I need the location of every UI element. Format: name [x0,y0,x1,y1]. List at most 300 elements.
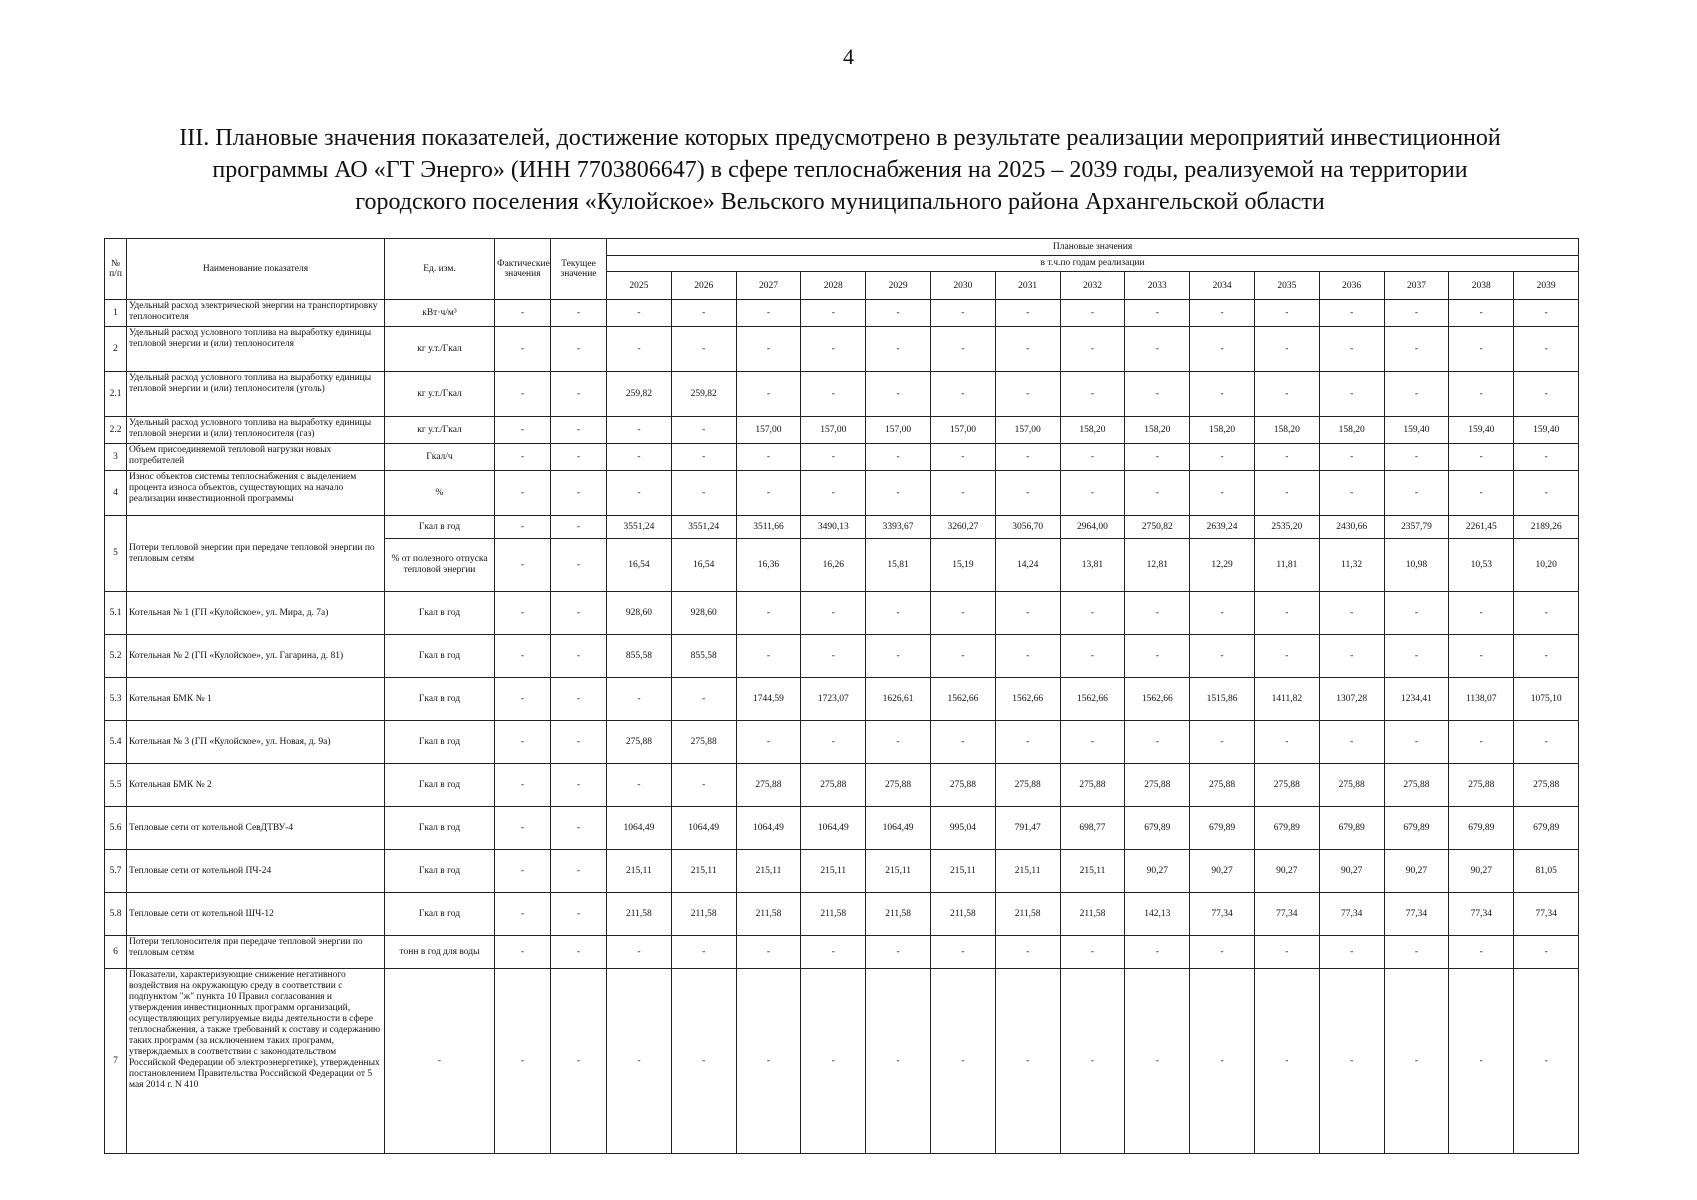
year-value: - [1125,444,1190,471]
year-value: 1138,07 [1449,678,1514,721]
year-value: 1515,86 [1190,678,1255,721]
year-value: 1744,59 [736,678,801,721]
year-value: - [607,471,672,516]
year-value: - [1319,444,1384,471]
row-number: 2.1 [105,372,127,417]
year-value: 1411,82 [1254,678,1319,721]
indicator-name: Тепловые сети от котельной ПЧ-24 [127,850,385,893]
year-value: 679,89 [1254,807,1319,850]
year-value: - [736,635,801,678]
year-value: - [1514,592,1579,635]
year-value: - [1254,969,1319,1154]
year-value: - [801,969,866,1154]
year-value: - [1449,592,1514,635]
current-value: - [551,539,607,592]
current-value: - [551,936,607,969]
actual-value: - [495,969,551,1154]
unit-cell: кг у.т./Гкал [385,372,495,417]
year-value: 275,88 [801,764,866,807]
year-value: - [866,327,931,372]
year-value: 215,11 [736,850,801,893]
year-value: - [671,300,736,327]
current-value: - [551,893,607,936]
year-value: - [1190,969,1255,1154]
actual-value: - [495,300,551,327]
current-value: - [551,807,607,850]
unit-cell: кг у.т./Гкал [385,327,495,372]
actual-value: - [495,893,551,936]
actual-value: - [495,764,551,807]
year-value: - [801,300,866,327]
year-value: 211,58 [866,893,931,936]
year-value: 15,81 [866,539,931,592]
planned-indicators-table [104,238,1579,1154]
year-value: 855,58 [607,635,672,678]
year-value: - [1060,592,1125,635]
year-value: - [671,678,736,721]
year-value: - [1125,936,1190,969]
indicator-name: Потери тепловой энергии при передаче тепловой энергии по тепловым сетям [127,516,385,592]
year-value: - [1125,969,1190,1154]
year-value: 855,58 [671,635,736,678]
year-value: 159,40 [1514,417,1579,444]
year-value: - [1319,300,1384,327]
year-value: - [1254,444,1319,471]
year-value: 2261,45 [1449,516,1514,539]
year-header: 2027 [736,272,801,300]
year-value: 3260,27 [930,516,995,539]
year-value: - [607,969,672,1154]
year-value: - [1384,936,1449,969]
year-value: - [1449,471,1514,516]
year-value: - [1125,721,1190,764]
year-value: - [1319,327,1384,372]
year-value: 1064,49 [801,807,866,850]
table-row [105,592,1579,635]
year-value: - [801,444,866,471]
year-value: - [995,969,1060,1154]
current-value: - [551,764,607,807]
year-value: - [736,592,801,635]
year-value: - [995,721,1060,764]
year-value: - [1125,592,1190,635]
year-value: - [1514,969,1579,1154]
year-value: 90,27 [1190,850,1255,893]
year-value: - [1514,936,1579,969]
year-value: - [1254,721,1319,764]
actual-value: - [495,807,551,850]
year-value: 2189,26 [1514,516,1579,539]
year-value: - [736,372,801,417]
year-value: 16,26 [801,539,866,592]
year-value: 10,20 [1514,539,1579,592]
indicator-name: Потери теплоносителя при передаче тепловой энергии по тепловым сетям [127,936,385,969]
year-header: 2038 [1449,272,1514,300]
year-value: - [1060,327,1125,372]
year-header: 2031 [995,272,1060,300]
year-header: 2032 [1060,272,1125,300]
year-value: 1562,66 [1060,678,1125,721]
year-value: 211,58 [930,893,995,936]
table-row [105,807,1579,850]
year-value: 928,60 [671,592,736,635]
actual-value: - [495,417,551,444]
year-value: 2357,79 [1384,516,1449,539]
year-value: - [1384,592,1449,635]
year-value: 14,24 [995,539,1060,592]
year-value: - [866,444,931,471]
year-value: 1723,07 [801,678,866,721]
year-value: - [1449,721,1514,764]
year-value: - [930,327,995,372]
year-value: 275,88 [1190,764,1255,807]
table-row [105,893,1579,936]
year-value: 1064,49 [736,807,801,850]
year-value: 77,34 [1384,893,1449,936]
current-value: - [551,417,607,444]
year-value: 10,98 [1384,539,1449,592]
indicator-name: Удельный расход условного топлива на выработку единицы тепловой энергии и (или) теплоносителя (газ) [127,417,385,444]
indicator-name: Котельная № 2 (ГП «Кулойское», ул. Гагарина, д. 81) [127,635,385,678]
year-value: 77,34 [1254,893,1319,936]
year-value: 158,20 [1319,417,1384,444]
year-value: 10,53 [1449,539,1514,592]
year-value: - [1125,327,1190,372]
year-value: - [1384,969,1449,1154]
year-value: 81,05 [1514,850,1579,893]
unit-cell: Гкал в год [385,893,495,936]
year-value: 1064,49 [607,807,672,850]
year-value: 698,77 [1060,807,1125,850]
actual-value: - [495,327,551,372]
year-value: - [736,969,801,1154]
year-value: - [1254,300,1319,327]
unit-cell: - [385,969,495,1154]
year-value: - [607,936,672,969]
table-row [105,516,1579,539]
year-value: - [1190,936,1255,969]
header-num: № п/п [105,239,127,300]
year-value: - [930,969,995,1154]
year-value: - [1449,372,1514,417]
year-value: - [1319,635,1384,678]
year-value: - [1060,372,1125,417]
header-unit: Ед. изм. [385,239,495,300]
year-value: - [995,327,1060,372]
current-value: - [551,372,607,417]
year-value: - [607,327,672,372]
year-value: 1234,41 [1384,678,1449,721]
year-value: - [801,635,866,678]
year-value: - [1125,471,1190,516]
actual-value: - [495,471,551,516]
year-value: - [1514,471,1579,516]
actual-value: - [495,372,551,417]
year-value: 158,20 [1254,417,1319,444]
row-number: 1 [105,300,127,327]
year-value: - [1190,372,1255,417]
year-value: 90,27 [1319,850,1384,893]
year-value: 12,29 [1190,539,1255,592]
year-header: 2026 [671,272,736,300]
current-value: - [551,635,607,678]
year-value: 275,88 [1319,764,1384,807]
year-value: 215,11 [1060,850,1125,893]
year-value: 2750,82 [1125,516,1190,539]
row-number: 5.2 [105,635,127,678]
indicator-name: Удельный расход условного топлива на выработку единицы тепловой энергии и (или) теплоносителя (уголь) [127,372,385,417]
year-value: - [801,471,866,516]
year-value: 159,40 [1384,417,1449,444]
year-value: 3393,67 [866,516,931,539]
year-value: - [736,471,801,516]
year-value: - [930,444,995,471]
actual-value: - [495,592,551,635]
indicator-name: Удельный расход электрической энергии на транспортировку теплоносителя [127,300,385,327]
year-value: - [995,444,1060,471]
year-value: 275,88 [1384,764,1449,807]
year-value: - [1319,936,1384,969]
heading-line-3: городского поселения «Кулойское» Вельского муниципального района Архангельской области [355,189,1325,215]
row-number: 6 [105,936,127,969]
year-value: - [1060,936,1125,969]
year-value: 3551,24 [671,516,736,539]
year-value: 90,27 [1384,850,1449,893]
year-value: 211,58 [607,893,672,936]
current-value: - [551,300,607,327]
year-value: - [1319,592,1384,635]
year-value: - [671,417,736,444]
year-value: 1064,49 [866,807,931,850]
year-value: 1075,10 [1514,678,1579,721]
row-number: 5.8 [105,893,127,936]
table-row [105,936,1579,969]
year-value: - [671,764,736,807]
row-number: 5 [105,516,127,592]
year-value: - [671,327,736,372]
table-row [105,721,1579,764]
year-value: - [930,721,995,764]
unit-cell: кг у.т./Гкал [385,417,495,444]
year-value: 158,20 [1190,417,1255,444]
row-number: 5.5 [105,764,127,807]
current-value: - [551,969,607,1154]
year-header: 2029 [866,272,931,300]
year-value: - [866,372,931,417]
year-value: 157,00 [930,417,995,444]
table-row [105,327,1579,372]
year-value: - [1254,635,1319,678]
unit-cell: Гкал/ч [385,444,495,471]
row-number: 7 [105,969,127,1154]
table-row [105,969,1579,1154]
year-value: - [1190,592,1255,635]
year-value: - [930,936,995,969]
year-value: 158,20 [1060,417,1125,444]
year-value: 791,47 [995,807,1060,850]
year-value: - [1190,471,1255,516]
year-value: - [995,300,1060,327]
year-value: 275,88 [1060,764,1125,807]
unit-cell: Гкал в год [385,721,495,764]
row-number: 3 [105,444,127,471]
year-value: - [671,444,736,471]
year-value: - [1060,635,1125,678]
year-value: 16,36 [736,539,801,592]
year-value: - [866,471,931,516]
year-value: 215,11 [866,850,931,893]
year-value: - [1060,300,1125,327]
current-value: - [551,471,607,516]
year-value: 77,34 [1514,893,1579,936]
current-value: - [551,516,607,539]
year-value: 275,88 [1514,764,1579,807]
year-value: - [801,721,866,764]
year-value: 275,88 [607,721,672,764]
year-value: - [1384,327,1449,372]
year-value: - [1514,444,1579,471]
year-header: 2030 [930,272,995,300]
year-value: 259,82 [607,372,672,417]
year-value: - [930,471,995,516]
year-value: 1562,66 [930,678,995,721]
year-value: - [1254,936,1319,969]
year-value: 995,04 [930,807,995,850]
indicator-name: Тепловые сети от котельной СевДТВУ-4 [127,807,385,850]
heading-line-1: III. Плановые значения показателей, достижение которых предусмотрено в результате реализации мероприятий инвестиционной [179,125,1501,151]
year-value: 679,89 [1125,807,1190,850]
year-value: 157,00 [866,417,931,444]
year-value: 275,88 [1449,764,1514,807]
year-header: 2028 [801,272,866,300]
table-row [105,635,1579,678]
year-value: - [671,969,736,1154]
year-value: - [1190,300,1255,327]
year-value: - [671,471,736,516]
year-value: - [801,372,866,417]
current-value: - [551,721,607,764]
year-value: - [736,936,801,969]
year-value: 275,88 [930,764,995,807]
year-value: - [1449,444,1514,471]
row-number: 5.1 [105,592,127,635]
year-value: 211,58 [995,893,1060,936]
unit-cell: Гкал в год [385,807,495,850]
table-row [105,417,1579,444]
year-value: - [736,327,801,372]
row-number: 5.4 [105,721,127,764]
actual-value: - [495,678,551,721]
actual-value: - [495,936,551,969]
year-value: - [930,372,995,417]
indicator-name: Котельная № 1 (ГП «Кулойское», ул. Мира, д. 7а) [127,592,385,635]
year-value: 3551,24 [607,516,672,539]
year-value: - [607,300,672,327]
year-value: - [1514,300,1579,327]
year-value: - [1449,969,1514,1154]
year-value: 16,54 [671,539,736,592]
year-value: 12,81 [1125,539,1190,592]
year-value: - [1060,444,1125,471]
year-value: - [930,635,995,678]
year-value: - [866,936,931,969]
year-value: - [995,471,1060,516]
year-value: 275,88 [995,764,1060,807]
page-number: 4 [843,44,854,69]
actual-value: - [495,721,551,764]
year-value: - [1125,372,1190,417]
year-value: - [736,300,801,327]
year-header: 2036 [1319,272,1384,300]
year-value: - [607,444,672,471]
unit-cell: тонн в год для воды [385,936,495,969]
year-value: 215,11 [671,850,736,893]
actual-value: - [495,444,551,471]
year-value: 211,58 [801,893,866,936]
indicator-name: Котельная БМК № 1 [127,678,385,721]
year-value: 679,89 [1449,807,1514,850]
year-value: 259,82 [671,372,736,417]
year-value: - [1190,635,1255,678]
indicator-name: Объем присоединяемой тепловой нагрузки новых потребителей [127,444,385,471]
year-value: - [1319,372,1384,417]
row-number: 5.7 [105,850,127,893]
year-value: - [607,417,672,444]
header-planned: Плановые значения [607,239,1579,256]
year-value: 1064,49 [671,807,736,850]
year-value: - [1514,635,1579,678]
indicator-name: Тепловые сети от котельной ШЧ-12 [127,893,385,936]
year-value: 215,11 [801,850,866,893]
year-value: - [801,592,866,635]
unit-cell: % от полезного отпуска тепловой энергии [385,539,495,592]
year-value: - [671,936,736,969]
unit-cell: Гкал в год [385,592,495,635]
table-row [105,444,1579,471]
indicator-name: Котельная № 3 (ГП «Кулойское», ул. Новая, д. 9а) [127,721,385,764]
indicator-name: Удельный расход условного топлива на выработку единицы тепловой энергии и (или) теплоносителя [127,327,385,372]
year-value: 275,88 [736,764,801,807]
year-value: - [1514,327,1579,372]
row-number: 5.3 [105,678,127,721]
year-value: 215,11 [607,850,672,893]
year-value: - [1319,969,1384,1154]
year-value: - [866,969,931,1154]
table-row [105,300,1579,327]
year-value: 275,88 [1254,764,1319,807]
row-number: 4 [105,471,127,516]
year-value: 211,58 [736,893,801,936]
year-value: - [1254,372,1319,417]
year-value: - [1190,327,1255,372]
table-row [105,372,1579,417]
year-value: - [866,635,931,678]
year-value: - [1125,300,1190,327]
year-value: - [930,592,995,635]
year-value: - [1384,444,1449,471]
year-value: - [1060,471,1125,516]
year-value: 2964,00 [1060,516,1125,539]
current-value: - [551,678,607,721]
year-header: 2037 [1384,272,1449,300]
year-value: 3511,66 [736,516,801,539]
year-value: 2430,66 [1319,516,1384,539]
table-row [105,850,1579,893]
row-number: 5.6 [105,807,127,850]
year-value: 157,00 [736,417,801,444]
year-value: 15,19 [930,539,995,592]
table-row [105,678,1579,721]
